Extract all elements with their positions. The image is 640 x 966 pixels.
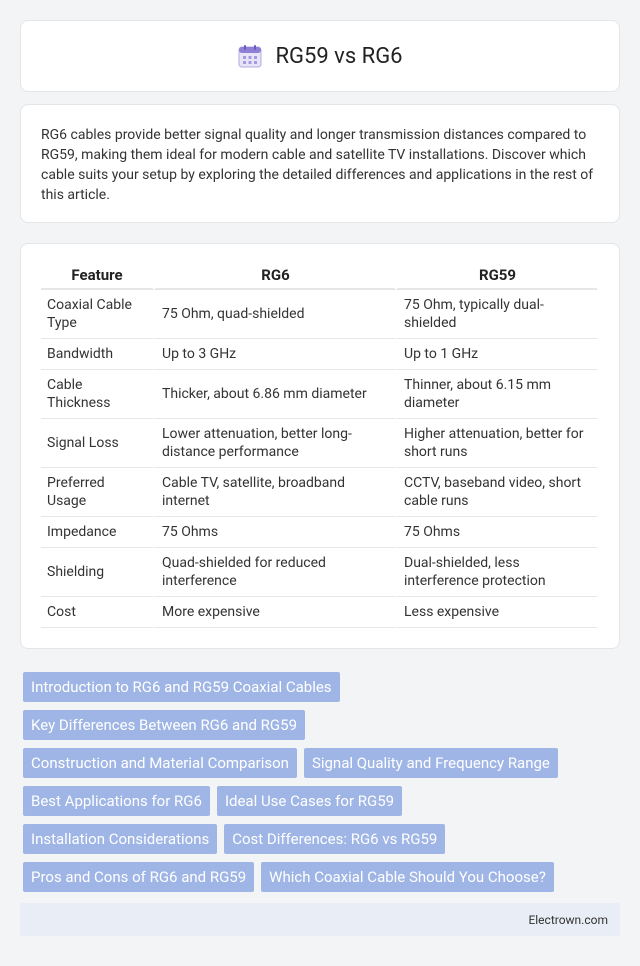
table-cell: Impedance — [41, 517, 153, 548]
page-title: RG59 vs RG6 — [275, 43, 403, 69]
table-row — [41, 548, 597, 597]
topic-link[interactable]: Best Applications for RG6 — [23, 786, 210, 816]
column-header: RG59 — [395, 264, 597, 290]
table-cell: 75 Ohm, typically dual-shielded — [395, 290, 597, 339]
table-cell: More expensive — [153, 597, 395, 628]
table-cell: Thinner, about 6.15 mm diameter — [395, 370, 597, 419]
table-row — [41, 290, 597, 339]
comparison-table — [41, 264, 597, 628]
table-cell: Dual-shielded, less interference protection — [395, 548, 597, 597]
table-cell: Cable Thickness — [41, 370, 153, 419]
topic-link[interactable]: Construction and Material Comparison — [23, 748, 297, 778]
table-cell: 75 Ohms — [395, 517, 597, 548]
table-cell: Bandwidth — [41, 339, 153, 370]
table-cell: Lower attenuation, better long-distance performance — [153, 419, 395, 468]
column-header: RG6 — [153, 264, 395, 290]
table-row — [41, 597, 597, 628]
table-cell: Up to 1 GHz — [395, 339, 597, 370]
table-cell: CCTV, baseband video, short cable runs — [395, 468, 597, 517]
table-cell: Coaxial Cable Type — [41, 290, 153, 339]
footer — [20, 903, 620, 936]
table-cell: Thicker, about 6.86 mm diameter — [153, 370, 395, 419]
calendar-icon — [237, 43, 263, 69]
table-cell: Cable TV, satellite, broadband internet — [153, 468, 395, 517]
topic-link[interactable]: Signal Quality and Frequency Range — [304, 748, 558, 778]
table-cell: Preferred Usage — [41, 468, 153, 517]
topic-link-row — [20, 786, 620, 816]
topic-link-row — [20, 862, 620, 892]
table-cell: Quad-shielded for reduced interference — [153, 548, 395, 597]
table-row — [41, 419, 597, 468]
table-cell: Signal Loss — [41, 419, 153, 468]
table-cell: 75 Ohm, quad-shielded — [153, 290, 395, 339]
table-row — [41, 339, 597, 370]
topic-link[interactable]: Installation Considerations — [23, 824, 217, 854]
topic-link[interactable]: Which Coaxial Cable Should You Choose? — [261, 862, 554, 892]
topic-link-row — [20, 824, 620, 854]
intro-text: RG6 cables provide better signal quality and longer transmission distances compared to RG59, making them ideal for modern cable and satellite TV installations. Discover which cable suits your setup by exploring the detailed differences and applications in the rest of this article. — [41, 127, 594, 203]
topic-link[interactable]: Introduction to RG6 and RG59 Coaxial Cables — [23, 672, 340, 702]
topic-link[interactable]: Pros and Cons of RG6 and RG59 — [23, 862, 254, 892]
table-row — [41, 468, 597, 517]
column-header: Feature — [41, 264, 153, 290]
table-cell: 75 Ohms — [153, 517, 395, 548]
topic-link[interactable]: Ideal Use Cases for RG59 — [217, 786, 402, 816]
topic-link-row — [20, 710, 620, 740]
table-cell: Up to 3 GHz — [153, 339, 395, 370]
comparison-table-card — [20, 243, 620, 649]
table-row — [41, 517, 597, 548]
table-cell: Less expensive — [395, 597, 597, 628]
topic-link[interactable]: Cost Differences: RG6 vs RG59 — [224, 824, 445, 854]
table-cell: Shielding — [41, 548, 153, 597]
table-cell: Higher attenuation, better for short runs — [395, 419, 597, 468]
topic-link-row — [20, 748, 620, 778]
header-card — [20, 20, 620, 92]
table-cell: Cost — [41, 597, 153, 628]
topic-link-row — [20, 672, 620, 702]
topic-link[interactable]: Key Differences Between RG6 and RG59 — [23, 710, 305, 740]
topic-links — [20, 672, 620, 900]
table-row — [41, 370, 597, 419]
footer-brand[interactable]: Electrown.com — [528, 912, 608, 927]
intro-card — [20, 104, 620, 223]
table-header-row — [41, 264, 597, 290]
